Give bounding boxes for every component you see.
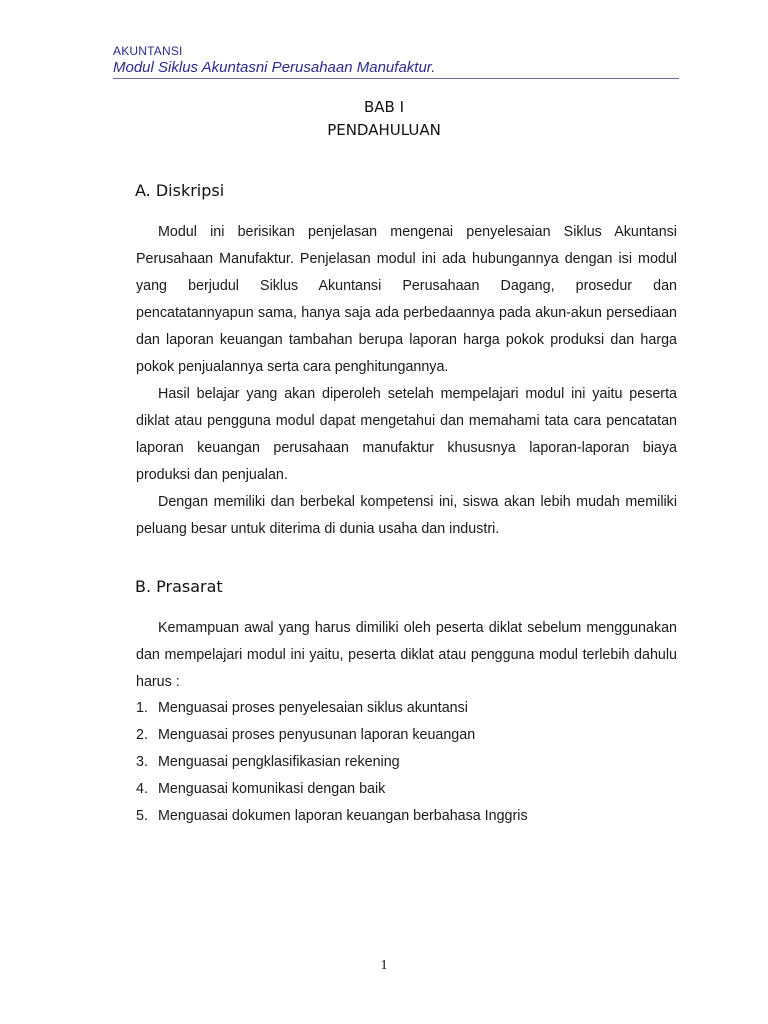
list-item	[136, 776, 677, 803]
list-text: Menguasai pengklasifikasian rekening	[158, 754, 400, 770]
list-item	[136, 749, 677, 776]
list-number: 2.	[136, 727, 148, 743]
list-number: 1.	[136, 700, 148, 716]
running-header	[113, 44, 679, 79]
prerequisite-list	[136, 695, 677, 830]
paragraph: Hasil belajar yang akan diperoleh setelah mempelajari modul ini yaitu peserta diklat atau pengguna modul dapat mengetahui dan memahami tata cara pencatatan laporan keuangan perusahaan manufaktur khususnya laporan-laporan biaya produksi dan penjualan.	[136, 386, 677, 483]
chapter-title: PENDAHULUAN	[327, 121, 441, 139]
header-rule	[113, 78, 679, 79]
list-number: 4.	[136, 781, 148, 797]
paragraph: Kemampuan awal yang harus dimiliki oleh peserta diklat sebelum menggunakan dan mempelajari modul ini yaitu, peserta diklat atau pengguna modul terlebih dahulu harus :	[136, 620, 677, 690]
section-b-heading: B. Prasarat	[135, 577, 223, 596]
list-text: Menguasai proses penyusunan laporan keuangan	[158, 727, 476, 743]
list-number: 5.	[136, 808, 148, 824]
header-subject: AKUNTANSI	[113, 44, 183, 58]
list-text: Menguasai komunikasi dengan baik	[158, 781, 386, 797]
section-b-intro	[136, 615, 677, 696]
paragraph: Dengan memiliki dan berbekal kompetensi ini, siswa akan lebih mudah memiliki peluang besar untuk diterima di dunia usaha dan industri.	[136, 494, 677, 537]
chapter-number: BAB I	[363, 98, 405, 116]
section-a-body	[136, 219, 677, 543]
list-number: 3.	[136, 754, 148, 770]
header-module-title: Modul Siklus Akuntasni Perusahaan Manufaktur.	[113, 59, 436, 76]
paragraph: Modul ini berisikan penjelasan mengenai penyelesaian Siklus Akuntansi Perusahaan Manufaktur. Penjelasan modul ini ada hubungannya dengan isi modul yang berjudul Siklus Akuntansi Perusahaan Dagang, prosedur dan pencatatannyapun sama, hanya saja ada perbedaannya pada akun-akun persediaan dan laporan keuangan tambahan berupa laporan harga pokok produksi dan harga pokok penjualannya serta cara penghitungannya.	[136, 224, 677, 375]
page-number: 1	[380, 958, 388, 973]
list-text: Menguasai dokumen laporan keuangan berbahasa Inggris	[158, 808, 528, 824]
list-item	[136, 722, 677, 749]
section-a-heading: A. Diskripsi	[135, 181, 225, 200]
list-text: Menguasai proses penyelesaian siklus akuntansi	[158, 700, 468, 716]
list-item	[136, 695, 677, 722]
list-item	[136, 803, 677, 830]
